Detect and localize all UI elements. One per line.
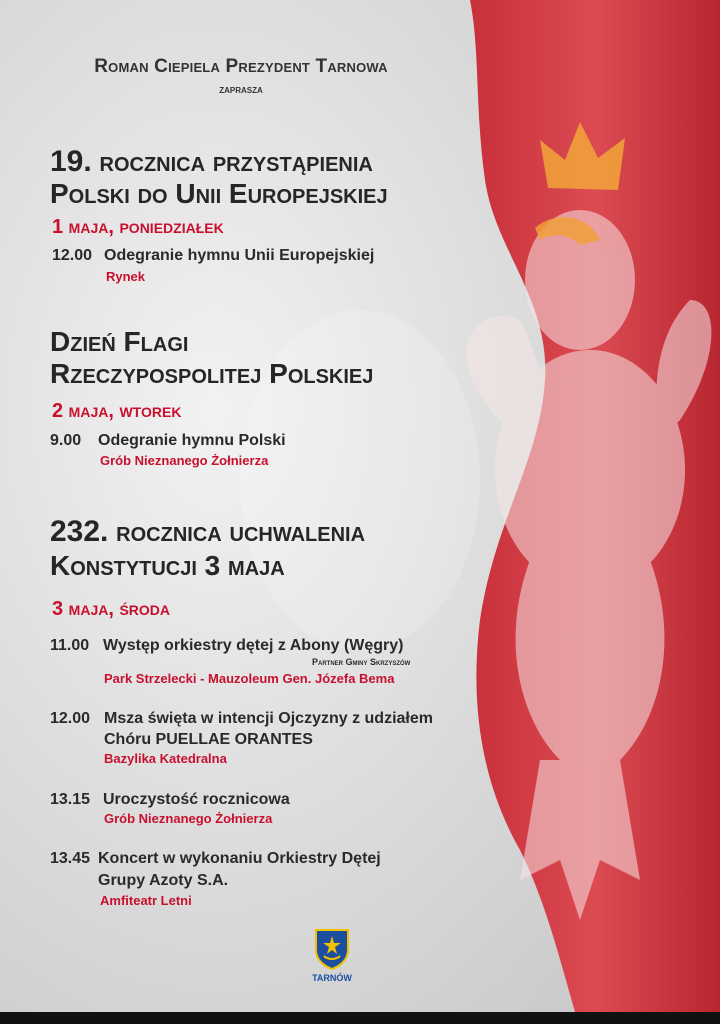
- event-text: Odegranie hymnu Unii Europejskiej: [104, 247, 375, 264]
- organizer-name: Roman Ciepiela Prezydent Tarnowa: [94, 56, 388, 77]
- event-time: 13.15: [50, 791, 91, 808]
- section3-title-text: rocznica uchwalenia: [116, 516, 366, 547]
- section1-title-text: rocznica przystąpienia: [99, 146, 373, 177]
- event-place: Park Strzelecki - Mauzoleum Gen. Józefa Bema: [104, 671, 395, 686]
- event-text: Msza święta w intencji Ojczyzny z udziałem: [104, 710, 433, 727]
- section1-title-line1: [50, 146, 373, 178]
- event-time: 13.45: [50, 850, 91, 867]
- section1-date: 1 maja, poniedziałek: [52, 216, 224, 238]
- tarnow-coat-of-arms-icon: [314, 926, 350, 970]
- invite-word: zaprasza: [219, 84, 263, 96]
- section2-title-line2: Rzeczypospolitej Polskiej: [50, 358, 374, 389]
- section3-number: 232.: [50, 515, 109, 548]
- section1-number: 19.: [50, 145, 92, 178]
- section3-title-line2: Konstytucji 3 maja: [50, 550, 285, 581]
- event-text: Uroczystość rocznicowa: [103, 791, 290, 808]
- event-place: Grób Nieznanego Żołnierza: [100, 453, 269, 468]
- event-text-line2: Chóru PUELLAE ORANTES: [104, 731, 313, 748]
- event-text-line2: Grupy Azoty S.A.: [98, 872, 229, 889]
- section2-title-line1: Dzień Flagi: [50, 326, 189, 357]
- event-place: Rynek: [106, 269, 146, 284]
- event-text: Odegranie hymnu Polski: [98, 432, 286, 449]
- section2-date: 2 maja, wtorek: [52, 400, 182, 422]
- logo-label: TARNÓW: [312, 973, 352, 983]
- event-text: Występ orkiestry dętej z Abony (Węgry): [103, 637, 404, 654]
- event-time: 11.00: [50, 637, 90, 654]
- event-note: Partner Gminy Skrzyszów: [312, 657, 411, 667]
- section1-title-line2: Polski do Unii Europejskiej: [50, 178, 388, 209]
- event-place: Bazylika Katedralna: [104, 751, 227, 766]
- event-time: 12.00: [50, 710, 91, 727]
- event-place: Grób Nieznanego Żołnierza: [104, 811, 273, 826]
- event-time: 12.00: [52, 247, 93, 264]
- event-time: 9.00: [50, 432, 82, 449]
- event-text: Koncert w wykonaniu Orkiestry Dętej: [98, 850, 381, 867]
- section3-title-line1: [50, 516, 365, 548]
- section3-date: 3 maja, środa: [52, 598, 171, 620]
- event-place: Amfiteatr Letni: [100, 893, 192, 908]
